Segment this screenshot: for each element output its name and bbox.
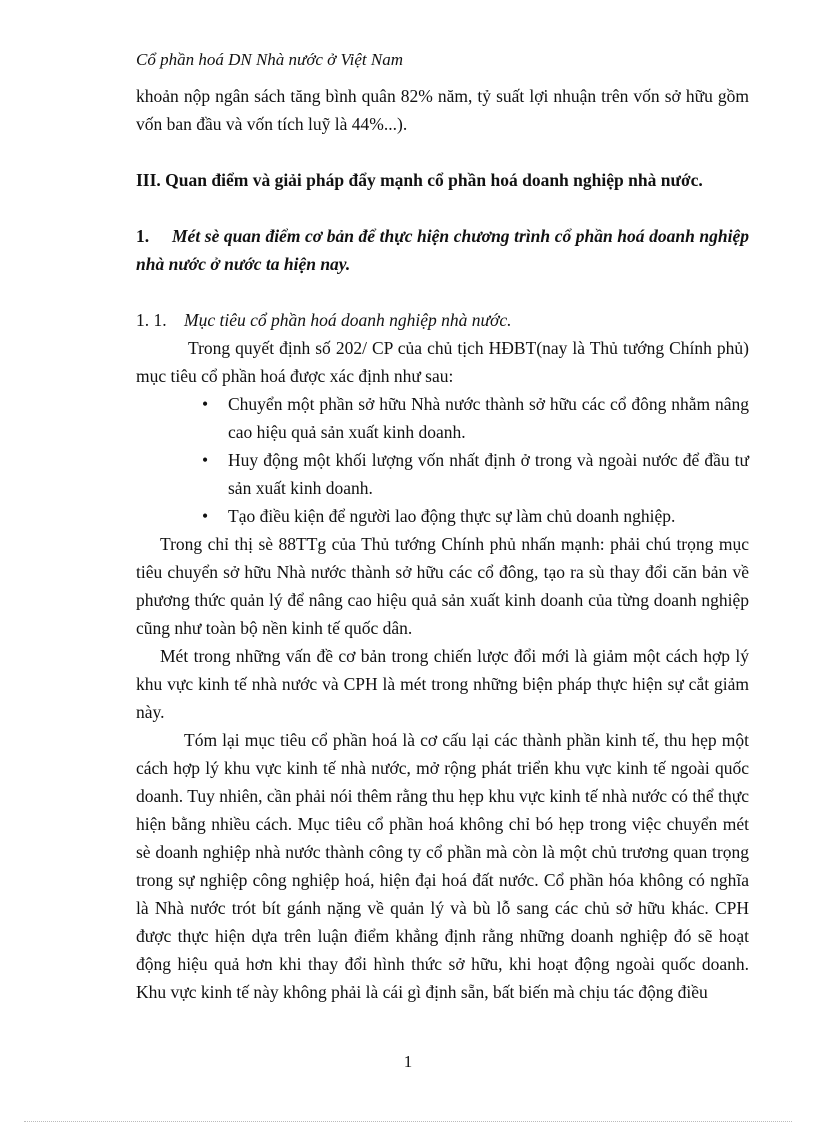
strategy-paragraph: Mét trong những vấn đề cơ bản trong chiến lược đổi mới là giảm một cách hợp lý khu vực kinh tế nhà nước và CPH là mét trong những biện pháp thực hiện sự cắt giảm này. xyxy=(136,646,749,722)
item-heading xyxy=(136,306,512,334)
directive-paragraph: Trong chỉ thị sè 88TTg của Thủ tướng Chính phủ nhấn mạnh: phải chú trọng mục tiêu chuyển sở hữu Nhà nước thành sở hữu các cổ đông, tạo ra sù thay đổi căn bản về phương thức quản lý để nâng cao hiệu quả sản xuất kinh doanh của từng doanh nghiệp cũng như toàn bộ nền kinh tế quốc dân. xyxy=(136,534,749,638)
intro-continuation-paragraph: khoản nộp ngân sách tăng bình quân 82% năm, tỷ suất lợi nhuận trên vốn sở hữu gồm vốn ban đầu và vốn tích luỹ là 44%...). xyxy=(136,86,749,134)
section-heading: III. Quan điểm và giải pháp đẩy mạnh cổ phần hoá doanh nghiệp nhà nước. xyxy=(136,170,703,190)
subsection-number: 1. xyxy=(136,226,150,246)
decision-paragraph: Trong quyết định số 202/ CP của chủ tịch HĐBT(nay là Thủ tướng Chính phủ) mục tiêu cổ phần hoá được xác định như sau: xyxy=(136,338,749,386)
item-number: 1. 1. xyxy=(136,310,167,330)
list-item: • Huy động một khối lượng vốn nhất định ở trong và ngoài nước để đầu tư sản xuất kinh doanh. xyxy=(136,446,749,502)
page-number: 1 xyxy=(403,1052,413,1071)
subsection-heading xyxy=(136,222,749,278)
running-header: Cổ phần hoá DN Nhà nước ở Việt Nam xyxy=(136,50,403,69)
page-bottom-divider xyxy=(24,1121,792,1122)
list-item: • Chuyển một phần sở hữu Nhà nước thành sở hữu các cổ đông nhằm nâng cao hiệu quả sản xuất kinh doanh. xyxy=(136,390,749,446)
item-title: Mục tiêu cổ phần hoá doanh nghiệp nhà nước. xyxy=(184,310,512,330)
summary-paragraph: Tóm lại mục tiêu cổ phần hoá là cơ cấu lại các thành phần kinh tế, thu hẹp một cách hợp lý khu vực kinh tế nhà nước, mở rộng phát triển khu vực kinh tế ngoài quốc doanh. Tuy nhiên, cần phải nói thêm rằng thu hẹp khu vực kinh tế nhà nước có thể thực hiện bằng nhiều cách. Mục tiêu cổ phần hoá không chỉ bó hẹp trong việc chuyển mét sè doanh nghiệp nhà nước thành công ty cổ phần mà còn là một chủ trương quan trọng trong sự nghiệp công nghiệp hoá, hiện đại hoá đất nước. Cổ phần hóa không có nghĩa là Nhà nước trót bít gánh nặng về quản lý và bù lỗ sang các chủ sở hữu khác. CPH được thực hiện dựa trên luận điểm khẳng định rằng những doanh nghiệp đó sẽ hoạt động hiệu quả hơn khi thay đổi hình thức sở hữu, khi hoạt động ngoài quốc doanh. Khu vực kinh tế này không phải là cái gì định sẵn, bất biến mà chịu tác động điều xyxy=(136,730,749,1002)
list-item: • Tạo điều kiện để người lao động thực sự làm chủ doanh nghiệp. xyxy=(136,502,749,530)
subsection-heading-text: Mét sè quan điểm cơ bản để thực hiện chương trình cổ phần hoá doanh nghiệp nhà nước ở nước ta hiện nay. xyxy=(136,226,749,274)
objectives-list xyxy=(136,390,749,530)
